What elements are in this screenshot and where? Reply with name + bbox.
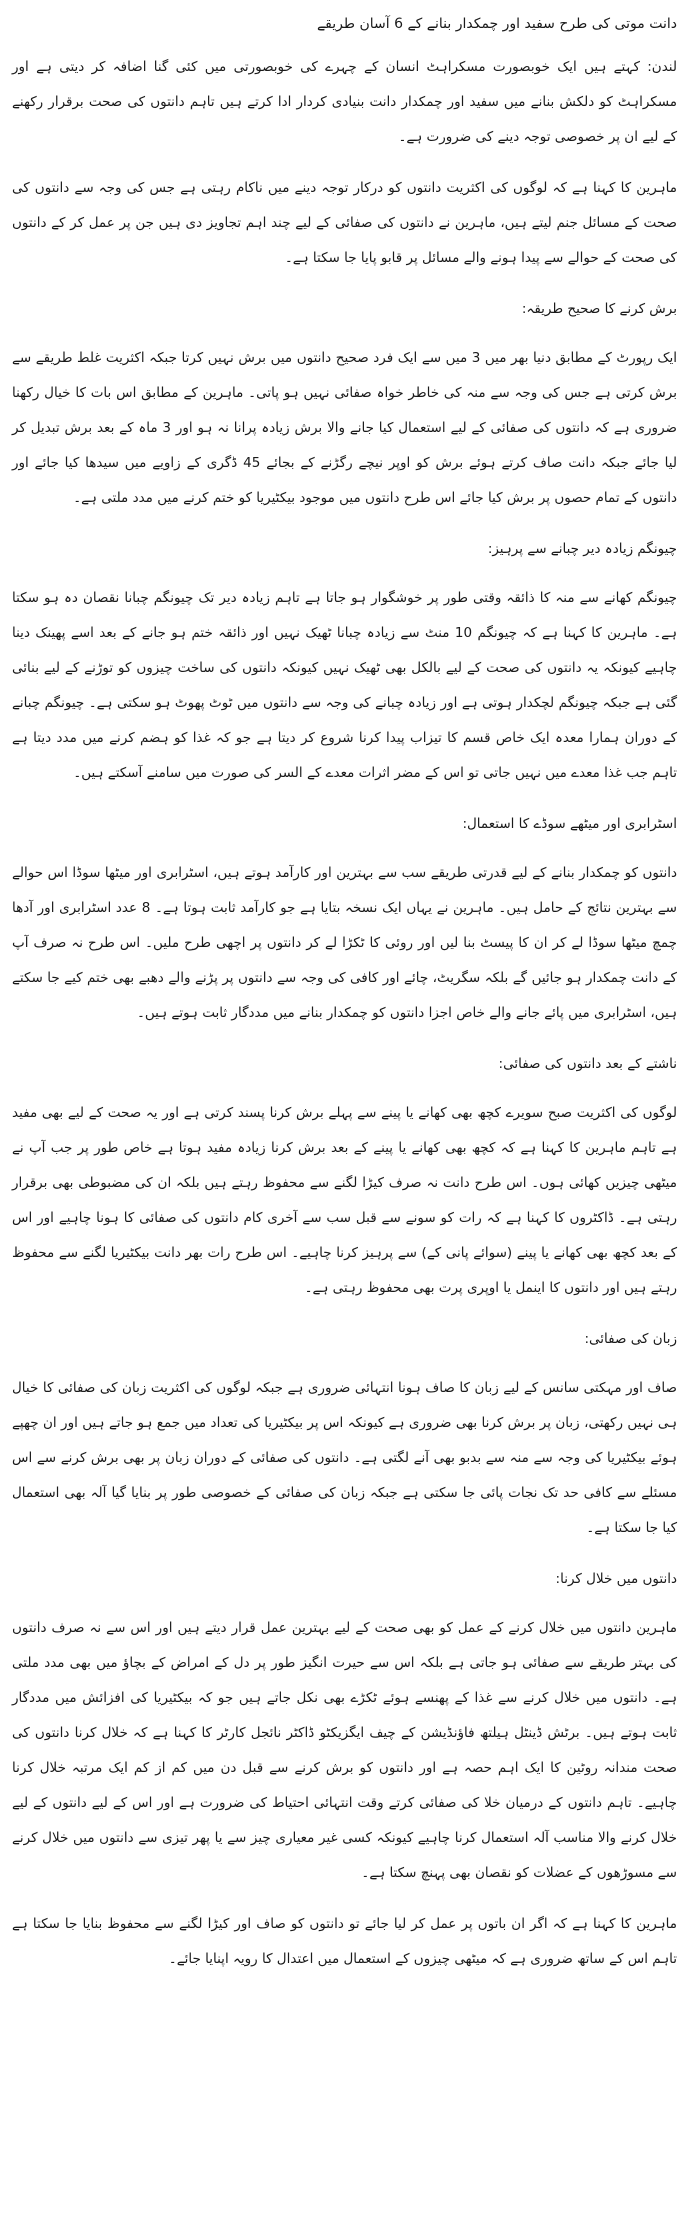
section-heading: برش کرنے کا صحیح طریقہ: <box>521 301 677 317</box>
intro-paragraph: ماہرین کا کہنا ہے کہ لوگوں کی اکثریت دانتوں کو درکار توجہ دینے میں ناکام رہتی ہے جس کی وجہ سے دانتوں کی صحت کے مسائل جنم لیتے ہیں، ماہرین نے دانتوں کی صفائی کے لیے چند اہم تجاویز دی ہیں جن پر عمل کر کے دانتوں کی صحت کے حوالے سے پیدا ہونے والے مسائل پر قابو پایا جا سکتا ہے۔ <box>12 180 677 266</box>
section-paragraph: دانتوں کو چمکدار بنانے کے لیے قدرتی طریقے سب سے بہترین اور کارآمد ہوتے ہیں، اسٹرابری اور میٹھا سوڈا اس حوالے سے بہترین نتائج کے حامل ہیں۔ ماہرین نے یہاں ایک نسخہ بتایا ہے جو کارآمد ثابت ہوتا ہے۔ 8 عدد اسٹرابری اور آدھا چمچ میٹھا سوڈا لے کر ان کا پیسٹ بنا لیں اور روئی کا ٹکڑا لے کر دانتوں پر اچھی طرح ملیں۔ اس طرح نہ صرف آپ کے دانت چمکدار ہو جائیں گے بلکہ سگریٹ، چائے اور کافی کی وجہ سے دانتوں پر پڑنے والے دھبے بھی ختم کیے جا سکتے ہیں، اسٹرابری میں پائے جانے والے خاص اجزا دانتوں کو چمکدار بنانے میں مددگار ثابت ہوتے ہیں۔ <box>12 865 677 1021</box>
section-tongue-cleaning <box>12 1322 677 1546</box>
section-heading: زبان کی صفائی: <box>584 1331 677 1347</box>
section-heading: اسٹرابری اور میٹھے سوڈے کا استعمال: <box>462 816 677 832</box>
section-chewing-gum <box>12 532 677 791</box>
section-heading: ناشتے کے بعد دانتوں کی صفائی: <box>498 1056 677 1072</box>
section-heading: دانتوں میں خلال کرنا: <box>555 1571 677 1587</box>
section-paragraph: ماہرین کا کہنا ہے کہ اگر ان باتوں پر عمل کر لیا جائے تو دانتوں کو صاف اور کیڑا لگنے سے محفوظ بنایا جا سکتا ہے تاہم اس کے ساتھ ضروری ہے کہ میٹھی چیزوں کے استعمال میں اعتدال کا رویہ اپنایا جائے۔ <box>12 1916 677 1967</box>
section-paragraph: لوگوں کی اکثریت صبح سویرے کچھ بھی کھانے یا پینے سے پہلے برش کرنا پسند کرتی ہے اور یہ صحت کے لیے بھی مفید ہے تاہم ماہرین کا کہنا ہے کہ کچھ بھی کھانے یا پینے کے بعد برش کرنا زیادہ مفید ہوتا ہے خاص طور پر جب آپ نے میٹھی چیزیں کھائی ہوں۔ اس طرح دانت نہ صرف کیڑا لگنے سے محفوظ رہتے ہیں بلکہ ان کی مضبوطی بھی برقرار رہتی ہے۔ ڈاکٹروں کا کہنا ہے کہ رات کو سونے سے قبل سب سے آخری کام دانتوں کی صفائی کا ہونا چاہیے اور اس کے بعد کچھ بھی کھانے یا پینے (سوائے پانی کے) سے پرہیز کرنا چاہیے۔ اس طرح رات بھر دانت بیکٹیریا لگنے سے محفوظ رہتے ہیں اور دانتوں کا اینمل یا اوپری پرت بھی محفوظ رہتی ہے۔ <box>12 1105 677 1296</box>
section-strawberry-soda <box>12 807 677 1031</box>
section-heading: چیونگم زیادہ دیر چبانے سے پرہیز: <box>487 541 677 557</box>
section-paragraph: ماہرین دانتوں میں خلال کرنے کے عمل کو بھی صحت کے لیے بہترین عمل قرار دیتے ہیں اور اس سے نہ صرف دانتوں کی بہتر طریقے سے صفائی ہو جاتی ہے بلکہ اس سے حیرت انگیز طور پر دل کے امراض کے بچاؤ میں بھی مدد ملتی ہے۔ دانتوں میں خلال کرنے سے غذا کے پھنسے ہوئے ٹکڑے بھی نکل جاتے ہیں جو کہ بیکٹیریا کی افزائش میں مددگار ثابت ہوتے ہیں۔ برٹش ڈینٹل ہیلتھ فاؤنڈیشن کے چیف ایگزیکٹو ڈاکٹر نائجل کارٹر کا کہنا ہے کہ خلال کرنا دانتوں کی صحت مندانہ روٹین کا ایک اہم حصہ ہے اور دانتوں کو برش کرنے سے قبل دن میں کم از کم ایک مرتبہ خلال کرنا چاہیے۔ تاہم دانتوں کے درمیان خلا کی صفائی کرتے وقت انتہائی احتیاط کی ضرورت ہے اور اس کے لیے دانتوں کے لیے خلال کرنے والا مناسب آلہ استعمال کرنا چاہیے کیونکہ کسی غیر معیاری چیز سے یا پھر تیزی سے دانتوں میں خلال کرنے سے مسوڑھوں کے عضلات کو نقصان بھی پہنچ سکتا ہے۔ <box>12 1620 677 1881</box>
intro-paragraph: لندن: کہتے ہیں ایک خوبصورت مسکراہٹ انسان کے چہرے کی خوبصورتی میں کئی گنا اضافہ کر دیتی ہے اور مسکراہٹ کو دلکش بنانے میں سفید اور چمکدار دانت بنیادی کردار ادا کرتے ہیں تاہم دانتوں کی صحت برقرار رکھنے کے لیے ان پر خصوصی توجہ دینے کی ضرورت ہے۔ <box>12 59 677 145</box>
section-flossing <box>12 1562 677 1977</box>
section-paragraph: صاف اور مہکتی سانس کے لیے زبان کا صاف ہونا انتہائی ضروری ہے جبکہ لوگوں کی اکثریت زبان کی صفائی کا خیال ہی نہیں رکھتی، زبان پر برش کرنا بھی ضروری ہے کیونکہ اس پر بیکٹیریا کی تعداد میں جمع ہو جاتے ہیں اور ان چھپے ہوئے بیکٹیریا کی وجہ سے منہ سے بدبو بھی آنے لگتی ہے۔ دانتوں کی صفائی کے دوران زبان پر بھی برش کرنے سے اس مسئلے سے کافی حد تک نجات پائی جا سکتی ہے جبکہ زبان کی صفائی کے خصوصی طور پر بنایا گیا آلہ بھی استعمال کیا جا سکتا ہے۔ <box>12 1380 677 1536</box>
section-paragraph: چیونگم کھانے سے منہ کا ذائقہ وقتی طور پر خوشگوار ہو جاتا ہے تاہم زیادہ دیر تک چیونگم چبانا نقصان دہ ہو سکتا ہے۔ ماہرین کا کہنا ہے کہ چیونگم 10 منٹ سے زیادہ چبانا ٹھیک نہیں اور ذائقہ ختم ہو جانے کے بعد اسے پھینک دینا چاہیے کیونکہ یہ دانتوں کی صحت کے لیے بالکل بھی ٹھیک نہیں کیونکہ دانتوں کی ساخت چیزوں کو توڑنے کے لیے بنائی گئی ہے جبکہ چیونگم لچکدار ہوتی ہے اور زیادہ چبانے کی وجہ سے دانتوں میں ٹوٹ پھوٹ ہو سکتی ہے۔ چیونگم چبانے کے دوران ہمارا معدہ ایک خاص قسم کا تیزاب پیدا کرنا شروع کر دیتا ہے جو کہ غذا کو ہضم کرنے میں مدد دیتا ہے تاہم جب غذا معدے میں نہیں جاتی تو اس کے مضر اثرات معدے کے السر کی صورت میں سامنے آسکتے ہیں۔ <box>12 590 677 781</box>
section-brushing <box>12 292 677 516</box>
section-after-breakfast <box>12 1047 677 1306</box>
article-title: دانت موتی کی طرح سفید اور چمکدار بنانے کے 6 آسان طریقے <box>316 16 677 32</box>
section-paragraph: ایک رپورٹ کے مطابق دنیا بھر میں 3 میں سے ایک فرد صحیح دانتوں میں برش نہیں کرتا جبکہ اکثریت غلط طریقے سے برش کرتی ہے جس کی وجہ سے منہ کی خاطر خواہ صفائی نہیں ہو پاتی۔ ماہرین کے مطابق اس بات کا خیال رکھنا ضروری ہے کہ دانتوں کی صفائی کے لیے استعمال کیا جانے والا برش زیادہ پرانا نہ ہو اور 3 ماہ کے بعد برش تبدیل کر لیا جائے جبکہ دانت صاف کرتے ہوئے برش کو اوپر نیچے رگڑنے کے بجائے 45 ڈگری کے زاویے میں سیدھا کیا جائے اور دانتوں کے تمام حصوں پر برش کیا جائے اس طرح دانتوں میں موجود بیکٹیریا کو ختم کرنے میں مدد ملتی ہے۔ <box>12 350 677 506</box>
